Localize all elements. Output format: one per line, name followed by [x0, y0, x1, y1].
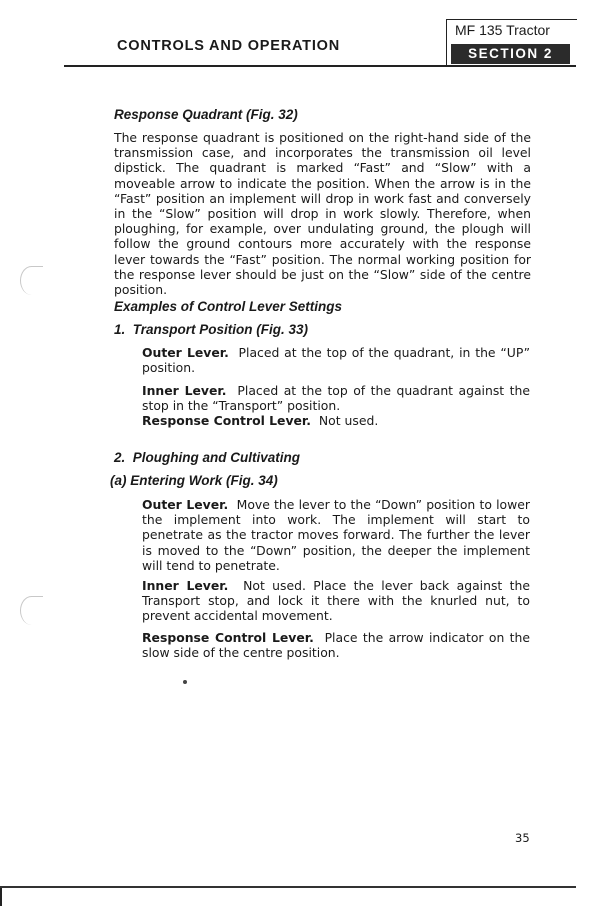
- text-outer-lever: Placed at the top of the quadrant, in the “UP” position.: [142, 345, 530, 376]
- text-outer-lever: Move the lever to the “Down” position to lower the implement into work. The implement will start to penetrate as the tractor moves forward. The further the lever is moved to the “Down” position, the deeper the implement will tend to penetrate.: [142, 497, 530, 573]
- section-badge: SECTION 2: [451, 44, 570, 64]
- paragraph-response-quadrant: The response quadrant is positioned on the right-hand side of the transmission case, and incorporates the transmission oil level dipstick. The quadrant is marked “Fast” and “Slow” with a moveable arrow to indicate the position. When the arrow is in the “Fast” position an implement will drop in work fast and conversely in the “Slow” position will drop in work slowly. Therefore, when ploughing, for example, over undulating ground, the plough will follow the ground contours more accurately with the response lever towards the “Fast” position. The normal working position for the response lever should be just on the “Slow” side of the centre position.: [114, 130, 531, 298]
- model-label: MF 135 Tractor: [455, 22, 550, 38]
- paragraph-entering-response: [142, 630, 530, 660]
- label-outer-lever: Outer Lever.: [142, 497, 229, 512]
- bottom-border: [0, 886, 576, 888]
- label-outer-lever: Outer Lever.: [142, 345, 229, 360]
- label-response-control-lever: Response Control Lever.: [142, 630, 314, 645]
- header-box: [446, 19, 577, 66]
- binder-hole-upper: [20, 266, 43, 295]
- section-heading-examples: Examples of Control Lever Settings: [114, 299, 343, 314]
- paragraph-entering-inner: [142, 578, 530, 624]
- corner-mark: [0, 888, 2, 906]
- label-inner-lever: Inner Lever.: [142, 578, 229, 593]
- binder-hole-lower: [20, 596, 43, 625]
- text-inner-lever: Not used. Place the lever back against the Transport stop, and lock it there with the knurled nut, to prevent accidental movement.: [142, 578, 530, 624]
- stray-dot: [183, 680, 187, 684]
- text-inner-lever: Placed at the top of the quadrant against the stop in the “Transport” position.: [142, 383, 530, 414]
- paragraph-transport-outer: [142, 345, 530, 375]
- subheading-transport: 1. Transport Position (Fig. 33): [114, 322, 309, 337]
- paragraph-transport-inner: [142, 383, 530, 429]
- text-response-control-lever: Not used.: [318, 413, 379, 429]
- page-title: CONTROLS AND OPERATION: [117, 38, 341, 54]
- text-response-control-lever: Place the arrow indicator on the slow side of the centre position.: [142, 630, 530, 661]
- header-divider: [64, 65, 576, 67]
- section-heading-response-quadrant: Response Quadrant (Fig. 32): [114, 107, 298, 122]
- page-number: 35: [515, 831, 530, 845]
- paragraph-entering-outer: [142, 497, 530, 573]
- subheading-entering-work: (a) Entering Work (Fig. 34): [110, 473, 278, 488]
- label-inner-lever: Inner Lever.: [142, 383, 227, 398]
- subheading-ploughing: 2. Ploughing and Cultivating: [114, 450, 300, 465]
- label-response-control-lever: Response Control Lever.: [142, 413, 311, 429]
